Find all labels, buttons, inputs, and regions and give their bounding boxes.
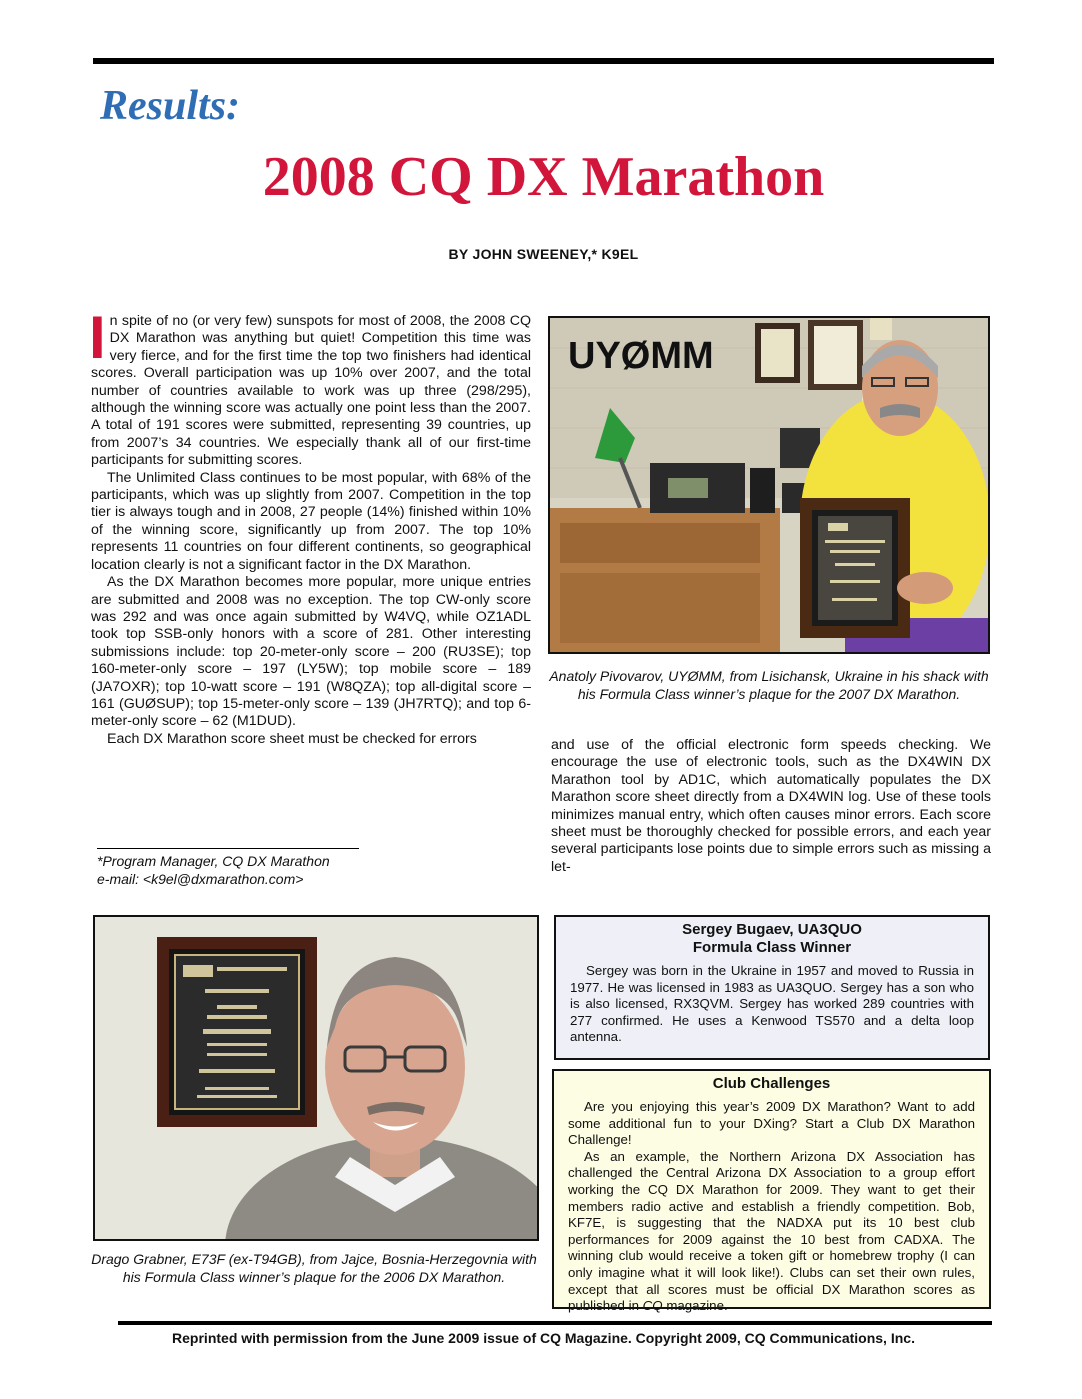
article-paragraph: As the DX Marathon becomes more popular, more unique entries are submitted and 2008 was no exception. The top CW-only score was 292 and was once again submitted by W4VQ, while OZ1ADL took top SSB-only honors with a score of 281. Other interesting submissions include: top 20-meter-only score – 200 (RU3SE); top 160-meter-only score – 197 (LY5W); top mobile score – 189 (JA7OXR); top 10-watt score – 191 (W8QZA); top all-digital score – 161 (GUØSUP); top 15-meter-only score – 139 (JH7RTQ); and top 6-meter-only score – 62 (M1DUD). xyxy=(91,574,531,730)
article-byline: BY JOHN SWEENEY,* K9EL xyxy=(448,246,639,262)
drop-cap: I xyxy=(89,304,106,371)
article-paragraph: Each DX Marathon score sheet must be checked for errors xyxy=(107,730,477,747)
sidebar-title-line: Sergey Bugaev, UA3QUO xyxy=(682,921,862,938)
article-paragraph: and use of the official electronic form speeds checking. We encourage the use of electronic tools, such as the DX4WIN DX Marathon tool by AD1C, which automatically populates the DX Marathon score sheet directly from a DX4WIN log. Use of these tools minimizes manual entry, which often causes minor errors. Each score sheet must be thoroughly checked for possible errors, and each year several participants lose points due to simple errors such as missing a let- xyxy=(551,737,992,875)
bottom-rule xyxy=(118,1321,992,1325)
sidebar-club-challenges xyxy=(552,1069,991,1314)
article-right-column xyxy=(551,737,991,876)
footnote-line: *Program Manager, CQ DX Marathon xyxy=(97,853,330,869)
footnote-rule xyxy=(97,848,359,849)
sidebar-text-part: As an example, the Northern Arizona DX Association has challenged the Central Arizona DX Association to a group effort working the CQ DX Marathon for 2009. They want to get their members radio active and establish a friendly competition. Bob, KF7E, is suggesting that the NADXA put its 10 best club performances for 2009 against the 10 best from CADXA. The winning club would receive a token gift or homebrew trophy (I can only imagine what it will look like!). Clubs can set their own rules, except that all scores must be official DX Marathon scores as published in xyxy=(568,1148,975,1314)
magazine-name: CQ xyxy=(642,1298,663,1314)
sidebar-text-part: magazine. xyxy=(662,1298,728,1314)
sidebar-ua3quo xyxy=(554,915,990,1060)
article-left-column xyxy=(89,304,531,748)
sidebar-text: Are you enjoying this year’s 2009 DX Marathon? Want to add some additional fun to your DXing? Start a Club DX Marathon Challenge! xyxy=(568,1099,975,1148)
photo-illustration xyxy=(95,917,537,1239)
sidebar-title-line: Formula Class Winner xyxy=(692,939,852,956)
reprint-notice: Reprinted with permission from the June 2009 issue of CQ Magazine. Copyright 2009, CQ Communications, Inc. xyxy=(172,1330,915,1346)
sidebar-text xyxy=(568,1149,975,1315)
sidebar-title xyxy=(570,921,974,957)
photo-e73f-portrait xyxy=(93,915,539,1241)
sidebar-title: Club Challenges xyxy=(712,1075,831,1092)
article-paragraph xyxy=(89,304,531,470)
photo-illustration xyxy=(550,318,988,652)
call-sign-text: UYØMM xyxy=(568,335,714,377)
article-paragraph: The Unlimited Class continues to be most popular, with 68% of the participants, which was up slightly from 2007. Competition in the top tier is always tough and in 2008, 27 people (14%) finished within 10% of the winning score, significantly up from 2007. The top 10% represents 11 countries on four different continents, so geographical location clearly is not a significant factor in the DX Marathon. xyxy=(91,469,531,573)
photo-caption: Drago Grabner, E73F (ex-T94GB), from Jajce, Bosnia-Herzegovnia with his Formula Class winner’s plaque for the 2006 DX Marathon. xyxy=(91,1251,537,1285)
photo-caption: Anatoly Pivovarov, UYØMM, from Lisichansk, Ukraine in his shack with his Formula Class winner’s plaque for the 2007 DX Marathon. xyxy=(549,668,989,702)
photo-uy0mm-shack xyxy=(548,316,990,654)
paragraph-text: n spite of no (or very few) sunspots for most of 2008, the 2008 CQ DX Marathon was anything but quiet! Competition this time was very fierce, and for the first time the top two finishers had identical scores. Overall participation was up 10% over 2007, and the total number of countries available to work was up three (298/295), although the winning score was actually one point less than the 2007. A total of 191 scores were submitted, representing 39 countries, up from 2007’s 34 countries. We especially thank all of our first-time participants for submitting scores. xyxy=(91,313,531,469)
footnote xyxy=(97,852,330,888)
sidebar-text: Sergey was born in the Ukraine in 1957 and moved to Russia in 1977. He was licensed in 1983 as UA3QUO. Sergey has a son who is also licensed, RX3QVM. Sergey has worked 289 countries with 277 confirmed. He uses a Kenwood TS570 and a delta loop antenna. xyxy=(570,963,974,1045)
footnote-email: e-mail: <k9el@dxmarathon.com> xyxy=(97,871,304,887)
article-title: 2008 CQ DX Marathon xyxy=(262,146,825,208)
section-kicker: Results: xyxy=(100,83,241,129)
top-rule xyxy=(93,58,994,64)
